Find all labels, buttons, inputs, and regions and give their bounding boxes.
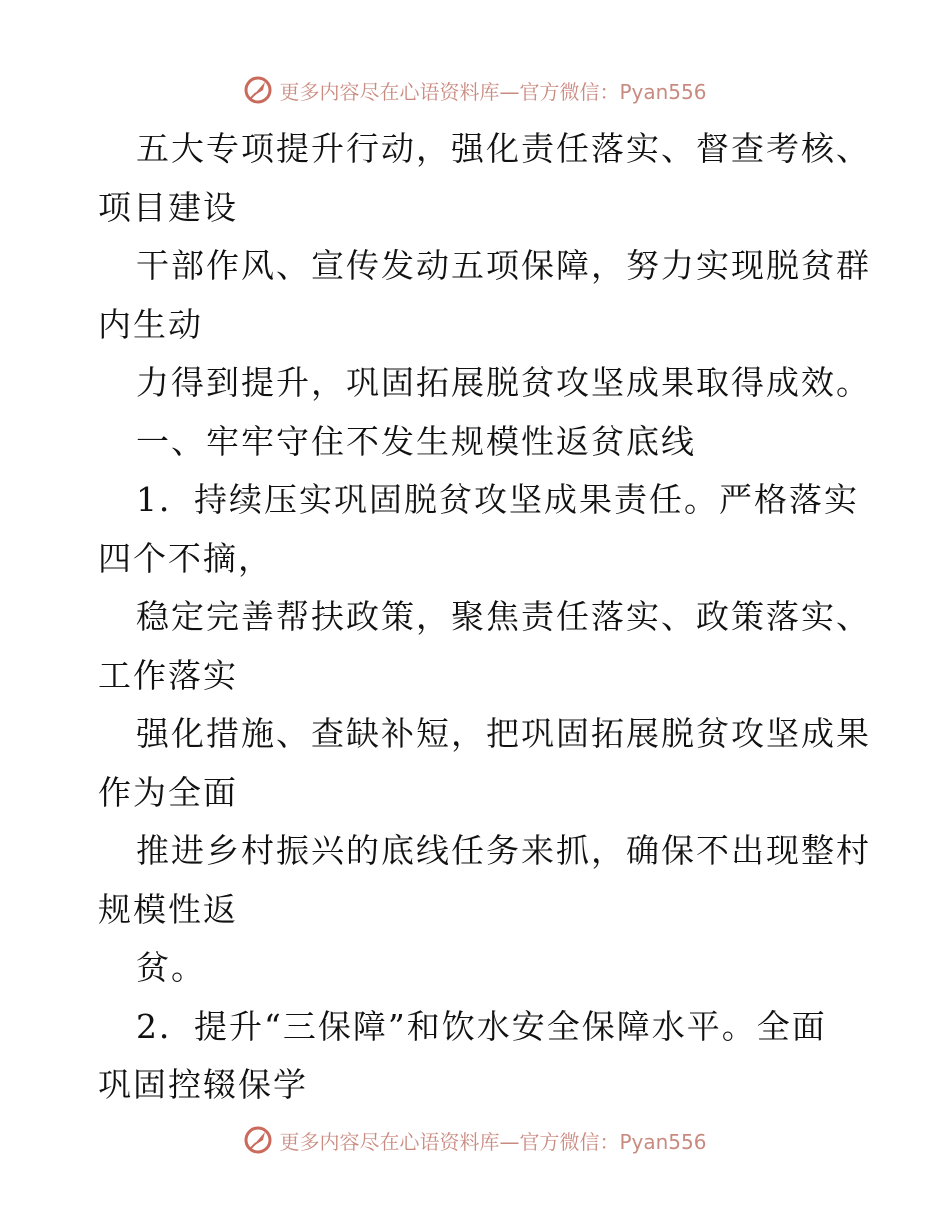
text-line: 一、牢牢守住不发生规模性返贫底线	[136, 421, 696, 461]
text-line: 作为全面	[98, 772, 238, 812]
text-line: 稳定完善帮扶政策，聚焦责任落实、政策落实、	[136, 597, 871, 636]
text-line: 干部作风、宣传发动五项保障，努力实现脱贫群	[136, 246, 871, 285]
footer-banner-text: 更多内容尽在心语资料库—官方微信：Pyan556	[279, 1129, 707, 1154]
text-line: 强化措施、查缺补短，把巩固拓展脱贫攻坚成果	[136, 714, 871, 753]
quill-logo-icon	[243, 75, 273, 105]
text-line: 力得到提升，巩固拓展脱贫攻坚成果取得成效。	[136, 363, 871, 402]
text-line: 2．提升“三保障”和饮水安全保障水平。全面	[136, 1006, 827, 1046]
header-banner-text: 更多内容尽在心语资料库—官方微信：Pyan556	[279, 79, 707, 104]
text-line: 工作落实	[98, 655, 238, 695]
text-line: 推进乡村振兴的底线任务来抓，确保不出现整村	[136, 831, 871, 870]
text-line: 规模性返	[98, 889, 238, 929]
quill-logo-icon	[243, 1125, 273, 1155]
text-line: 贫。	[136, 948, 206, 987]
text-line: 四个不摘，	[98, 538, 273, 578]
document-body	[98, 120, 871, 1115]
text-line: 内生动	[98, 304, 203, 344]
text-line: 项目建设	[98, 187, 238, 227]
header-banner	[0, 70, 950, 110]
text-line: 1．持续压实巩固脱贫攻坚成果责任。严格落实	[136, 480, 859, 519]
text-line: 五大专项提升行动，强化责任落实、督查考核、	[136, 129, 871, 168]
footer-banner	[0, 1120, 950, 1160]
text-line: 巩固控辍保学	[98, 1065, 308, 1104]
